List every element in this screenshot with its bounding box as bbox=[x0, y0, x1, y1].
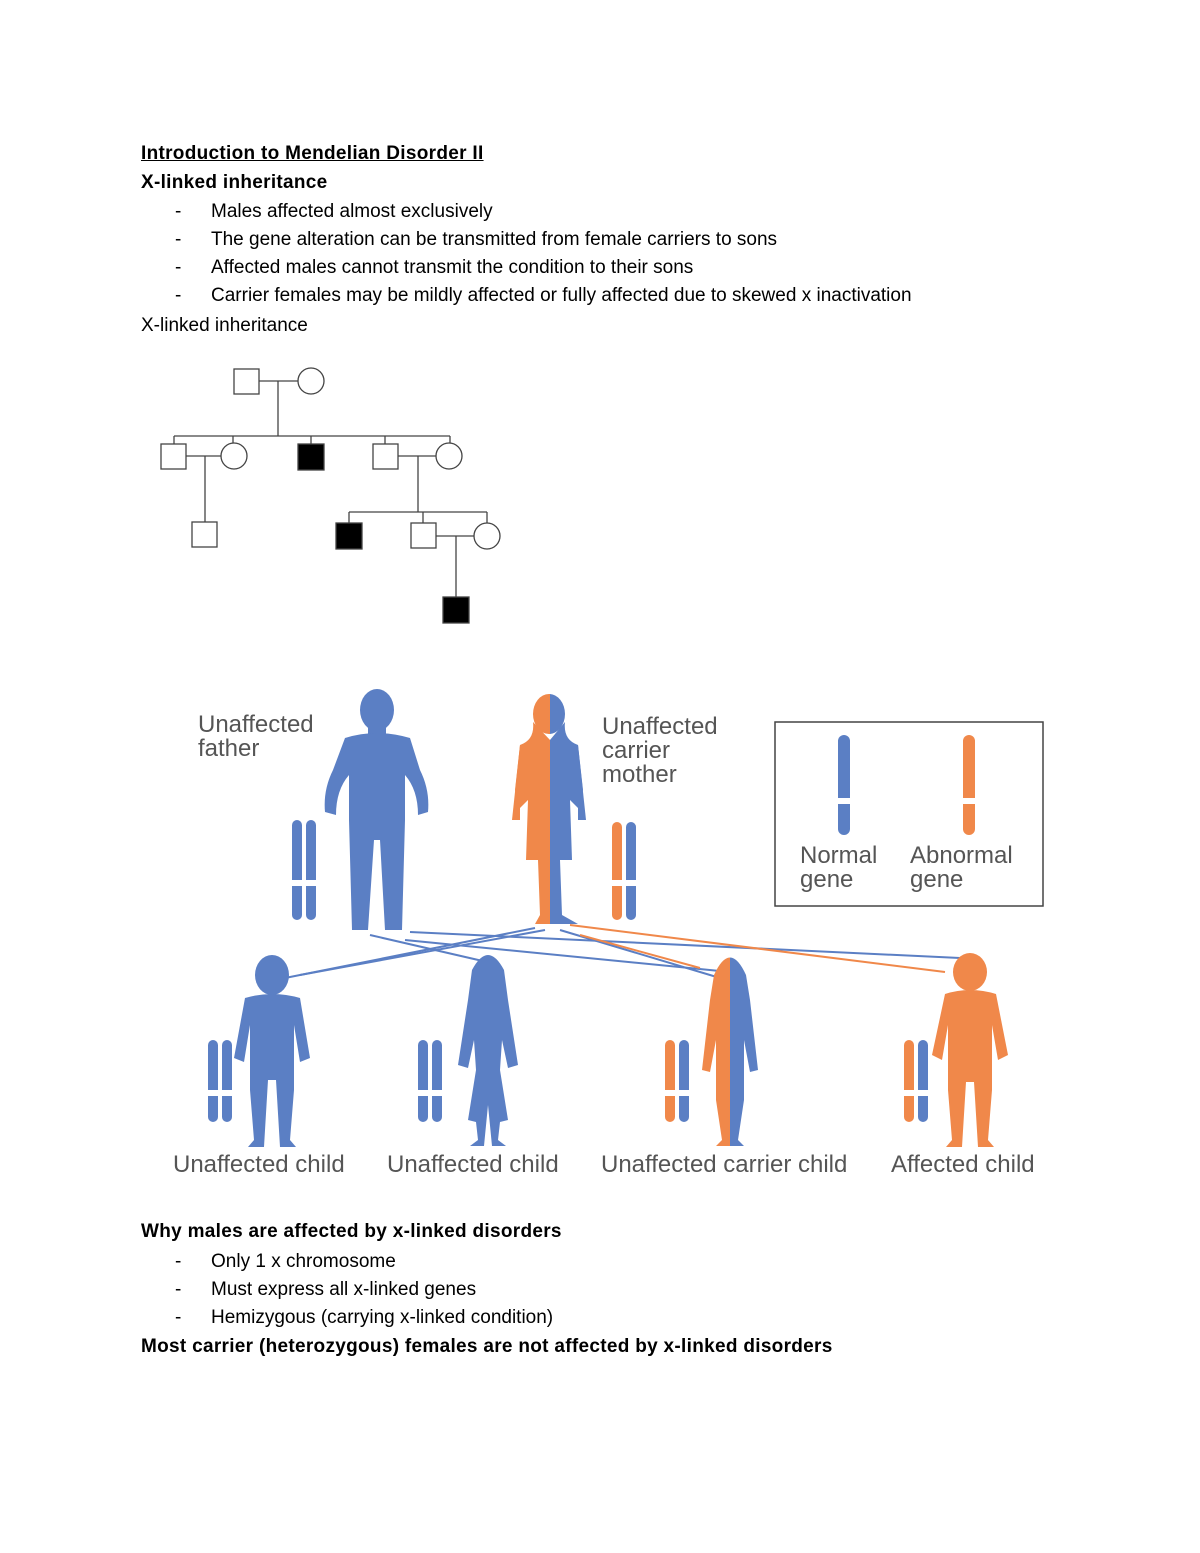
female-symbol bbox=[474, 523, 500, 549]
mother-label: Unaffected bbox=[602, 713, 718, 740]
closing-statement: Most carrier (heterozygous) females are not affected by x-linked disorders bbox=[141, 1336, 833, 1357]
child4-figure bbox=[932, 953, 1008, 1147]
female-symbol bbox=[221, 443, 247, 469]
section-heading-xlinked: X-linked inheritance bbox=[141, 172, 328, 193]
child2-figure bbox=[458, 955, 518, 1146]
female-symbol bbox=[298, 368, 324, 394]
male-unaffected-symbol bbox=[411, 523, 436, 548]
legend-normal-label: Normal bbox=[800, 842, 878, 869]
father-figure bbox=[325, 689, 429, 930]
male-unaffected-symbol bbox=[161, 444, 186, 469]
pedigree-caption: X-linked inheritance bbox=[141, 315, 308, 336]
male-unaffected-symbol bbox=[373, 444, 398, 469]
mother-label: carrier bbox=[602, 737, 671, 764]
mother-chromosomes bbox=[612, 822, 636, 920]
child2-chromosomes bbox=[418, 1040, 442, 1122]
document-page: Introduction to Mendelian Disorder II X-linked inheritance - Males affected almost exclusively - The gene alteration can be transmitted from female carriers to sons - Affected males cannot transmit the condition to their sons - Carrier females may be mildly affected or fully affected due to skewed x inactivation X-linked inheritance Unaffected father Unaffected carrier mother Normal gene Abnormal gene Unaffected child Unaffected child Unaffected carrier child Affected child Why males are affected by x-linked disorders - Only 1 x chromosome - Must express all x-linked genes - Hemizygous (carrying x-linked condition) Most carrier (heterozygous) females are not affected by x-linked disorders bbox=[0, 0, 1200, 1553]
child3-chromosomes bbox=[665, 1040, 689, 1122]
abnormal-gene-chromosome-icon bbox=[963, 735, 975, 835]
child3-figure bbox=[702, 958, 758, 1147]
child1-chromosomes bbox=[208, 1040, 232, 1122]
mother-figure bbox=[512, 694, 586, 924]
child-label: Unaffected child bbox=[173, 1151, 345, 1178]
pedigree-diagram bbox=[150, 360, 520, 635]
child-label: Unaffected child bbox=[387, 1151, 559, 1178]
mother-label: mother bbox=[602, 761, 677, 788]
male-affected-symbol bbox=[443, 597, 469, 623]
legend-abnormal-label: Abnormal bbox=[910, 842, 1013, 869]
female-symbol bbox=[436, 443, 462, 469]
section-heading-why-males: Why males are affected by x-linked disorders bbox=[141, 1221, 562, 1242]
child1-figure bbox=[234, 955, 310, 1147]
male-unaffected-symbol bbox=[234, 369, 259, 394]
male-affected-symbol bbox=[298, 444, 324, 470]
normal-gene-chromosome-icon bbox=[838, 735, 850, 835]
legend-normal-label: gene bbox=[800, 866, 854, 893]
male-unaffected-symbol bbox=[192, 522, 217, 547]
child-label: Affected child bbox=[891, 1151, 1035, 1178]
child-label: Unaffected carrier child bbox=[601, 1151, 848, 1178]
page-title: Introduction to Mendelian Disorder II bbox=[141, 143, 484, 164]
male-affected-symbol bbox=[336, 523, 362, 549]
child4-chromosomes bbox=[904, 1040, 928, 1122]
father-label: Unaffected bbox=[198, 711, 314, 738]
father-chromosomes bbox=[292, 820, 316, 920]
inheritance-lines bbox=[275, 925, 960, 980]
xlinked-inheritance-figure bbox=[150, 680, 1050, 1190]
father-label: father bbox=[198, 735, 260, 762]
legend-abnormal-label: gene bbox=[910, 866, 964, 893]
